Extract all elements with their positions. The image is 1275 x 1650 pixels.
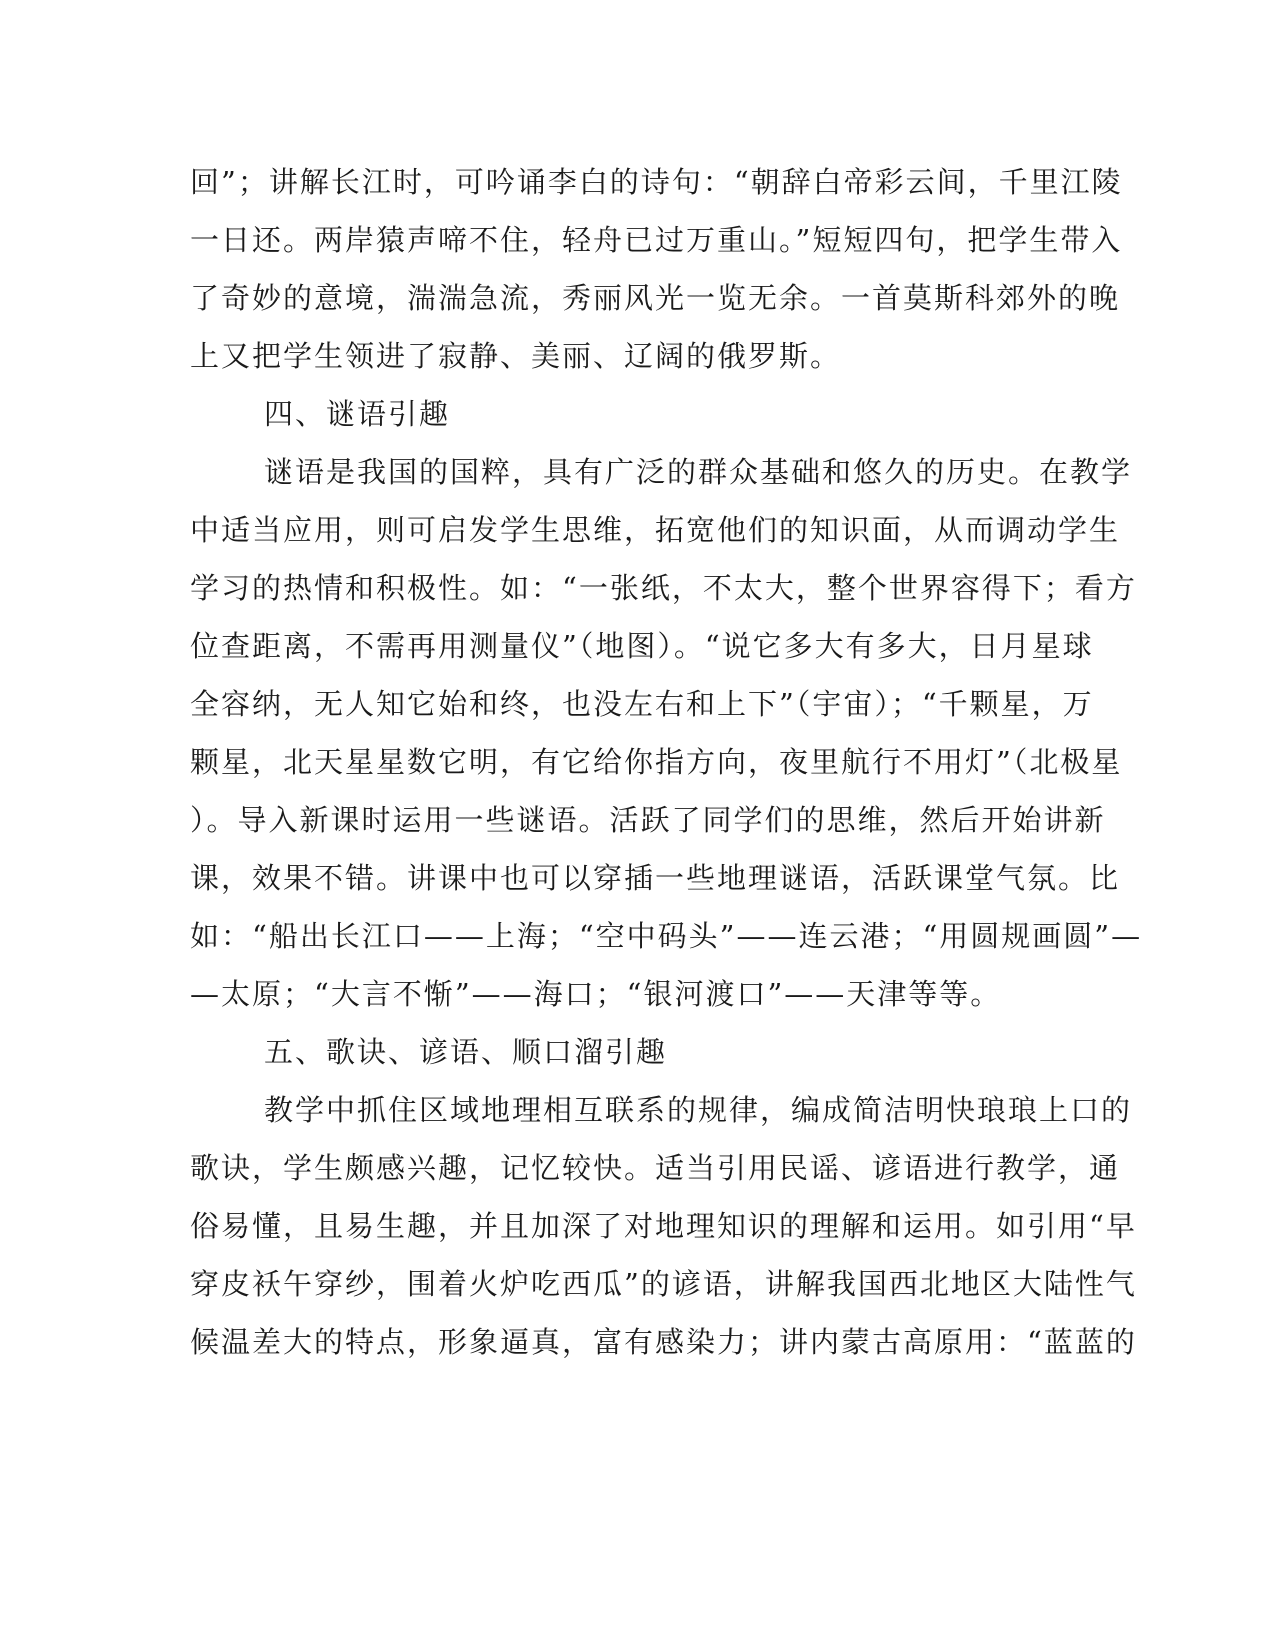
text-line-18: 歌诀，学生颇感兴趣，记忆较快。适当引用民谣、谚语进行教学，通 <box>190 1151 1121 1185</box>
text-line-3: 了奇妙的意境，湍湍急流，秀丽风光一览无余。一首莫斯科郊外的晚 <box>190 281 1121 315</box>
text-line-2: 一日还。两岸猿声啼不住，轻舟已过万重山。”短短四句，把学生带入 <box>190 223 1123 257</box>
text-line-19: 俗易懂，且易生趣，并且加深了对地理知识的理解和运用。如引用“早 <box>190 1209 1137 1243</box>
text-line-21: 候温差大的特点，形象逼真，富有感染力；讲内蒙古高原用：“蓝蓝的 <box>190 1325 1137 1359</box>
text-line-15: —太原；“大言不惭”——海口；“银河渡口”——天津等等。 <box>190 977 1002 1011</box>
text-line-13: 课，效果不错。讲课中也可以穿插一些地理谜语，活跃课堂气氛。比 <box>190 861 1121 895</box>
section-heading-4: 四、谜语引趣 <box>264 397 451 431</box>
text-line-6: 谜语是我国的国粹，具有广泛的群众基础和悠久的历史。在教学 <box>264 455 1133 489</box>
text-line-14: 如：“船出长江口——上海；“空中码头”——连云港；“用圆规画圆”— <box>190 919 1143 953</box>
text-line-10: 全容纳，无人知它始和终，也没左右和上下”（宇宙）；“千颗星，万 <box>190 687 1094 721</box>
text-line-7: 中适当应用，则可启发学生思维，拓宽他们的知识面，从而调动学生 <box>190 513 1121 547</box>
section-heading-5: 五、歌诀、谚语、顺口溜引趣 <box>264 1035 668 1069</box>
text-line-20: 穿皮袄午穿纱，围着火炉吃西瓜”的谚语，讲解我国西北地区大陆性气 <box>190 1267 1137 1301</box>
text-line-1: 回”；讲解长江时，可吟诵李白的诗句：“朝辞白帝彩云间，千里江陵 <box>190 165 1123 199</box>
text-line-9: 位查距离，不需再用测量仪”（地图）。“说它多大有多大，日月星球 <box>190 629 1094 663</box>
text-line-12: ）。导入新课时运用一些谜语。活跃了同学们的思维，然后开始讲新 <box>190 803 1106 837</box>
text-line-17: 教学中抓住区域地理相互联系的规律，编成简洁明快琅琅上口的 <box>264 1093 1133 1127</box>
text-line-11: 颗星，北天星星数它明，有它给你指方向，夜里航行不用灯”（北极星 <box>190 745 1123 779</box>
text-line-4: 上又把学生领进了寂静、美丽、辽阔的俄罗斯。 <box>190 339 842 373</box>
text-line-8: 学习的热情和积极性。如：“一张纸，不太大，整个世界容得下；看方 <box>190 571 1137 605</box>
